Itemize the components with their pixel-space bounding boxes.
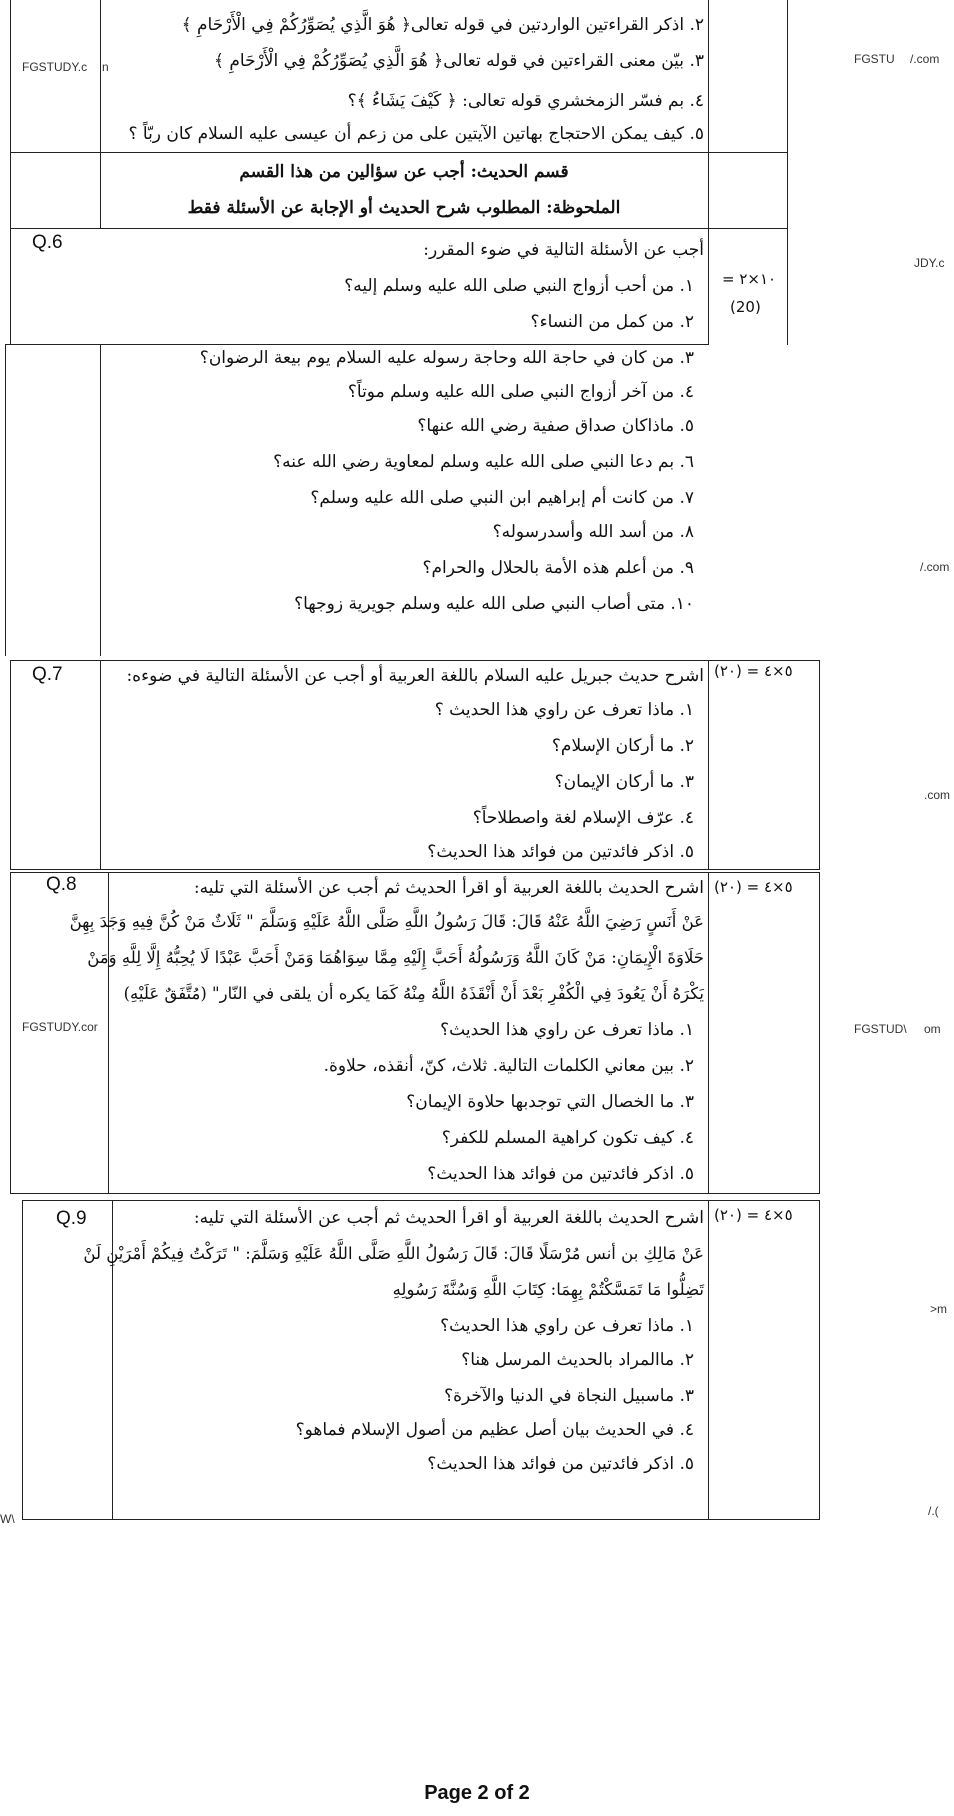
q7-intro: اشرح حديث جبريل عليه السلام باللغة العربية أو أجب عن الأسئلة التالية في ضوءه: xyxy=(126,666,704,686)
q6-item-5: ٥. ماذاكان صداق صفية رضي الله عنها؟ xyxy=(417,416,694,436)
q6-item-2: ٢. من كمل من النساء؟ xyxy=(530,312,694,332)
top-question-3: ٣. بيّن معنى القراءتين في قوله تعالى﴿ هُوَ الَّذِي يُصَوِّرُكُمْ فِي الْأَرْحَامِ ﴾ xyxy=(214,51,704,71)
top-question-4: ٤. بم فسّر الزمخشري قوله تعالى: ﴿ كَيْفَ يَشَاءُ ﴾؟ xyxy=(347,91,704,111)
q6-item-6: ٦. بم دعا النبي صلى الله عليه وسلم لمعاوية رضي الله عنه؟ xyxy=(273,452,694,472)
q6-marks-total: (20) xyxy=(730,298,761,316)
watermark: JDY.c xyxy=(914,256,945,270)
q6-item-9: ٩. من أعلم هذه الأمة بالحلال والحرام؟ xyxy=(422,558,694,578)
q6-marks: = ١٠×٢ xyxy=(722,270,777,288)
top-marks-border xyxy=(708,0,709,345)
q6-item-3: ٣. من كان في حاجة الله وحاجة رسوله عليه السلام يوم بيعة الرضوان؟ xyxy=(199,348,694,368)
top-right-border xyxy=(787,0,788,345)
watermark: FGSTUD\ xyxy=(854,1022,907,1036)
q7-box xyxy=(10,660,820,870)
q8-item-4: ٤. كيف تكون كراهية المسلم للكفر؟ xyxy=(441,1128,694,1148)
q9-hadith-line-1: عَنْ مَالِكِ بن أنس مُرْسَلًا قَالَ: قَالَ رَسُولُ اللَّهِ صَلَّى اللَّهُ عَلَيْهِ وَسَلَّمَ: " تَرَكْتُ فِيكُمْ أَمْرَيْنِ لَنْ xyxy=(83,1244,704,1263)
watermark: .com xyxy=(924,788,951,802)
watermark: n xyxy=(102,60,109,74)
q7-label: Q.7 xyxy=(32,664,63,685)
rule-q6-top xyxy=(10,228,787,229)
q9-intro: اشرح الحديث باللغة العربية أو اقرأ الحديث ثم أجب عن الأسئلة التي تليه: xyxy=(193,1208,704,1228)
q6-left-border xyxy=(10,228,11,344)
q9-item-2: ٢. ماالمراد بالحديث المرسل هنا؟ xyxy=(461,1350,694,1370)
q8-label: Q.8 xyxy=(46,874,77,895)
q9-item-3: ٣. ماسبيل النجاة في الدنيا والآخرة؟ xyxy=(444,1386,694,1406)
q6-item-10: ١٠. متى أصاب النبي صلى الله عليه وسلم جويرية زوجها؟ xyxy=(294,594,694,614)
q8-item-1: ١. ماذا تعرف عن راوي هذا الحديث؟ xyxy=(440,1020,694,1040)
q6-mid-border-lower xyxy=(100,344,101,656)
watermark: /.com xyxy=(920,560,950,574)
q8-item-3: ٣. ما الخصال التي توجدبها حلاوة الإيمان؟ xyxy=(406,1092,694,1112)
q7-item-2: ٢. ما أركان الإسلام؟ xyxy=(551,736,694,756)
q7-item-1: ١. ماذا تعرف عن راوي هذا الحديث ؟ xyxy=(434,700,694,720)
watermark: >m xyxy=(930,1302,948,1316)
rule-hadith-top xyxy=(10,152,787,153)
q6-item-8: ٨. من أسد الله وأسدرسوله؟ xyxy=(492,522,694,542)
watermark: FGSTUDY.c xyxy=(22,60,88,74)
page-number: Page 2 of 2 xyxy=(424,1782,530,1804)
hadith-section-note: الملحوظة: المطلوب شرح الحديث أو الإجابة عن الأسئلة فقط xyxy=(187,198,621,218)
q6-label: Q.6 xyxy=(32,232,63,253)
q6-item-1: ١. من أحب أزواج النبي صلى الله عليه وسلم إليه؟ xyxy=(344,276,694,296)
watermark: W\ xyxy=(0,1512,15,1526)
q8-marks-border xyxy=(708,872,709,1194)
top-mid-border xyxy=(100,0,101,228)
q6-left-border-lower xyxy=(5,344,6,656)
q8-intro: اشرح الحديث باللغة العربية أو اقرأ الحديث ثم أجب عن الأسئلة التي تليه: xyxy=(193,878,704,898)
q8-marks: (٢٠) = ٥×٤ xyxy=(714,878,793,896)
q6-intro: أجب عن الأسئلة التالية في ضوء المقرر: xyxy=(423,240,704,260)
q7-item-4: ٤. عرّف الإسلام لغة واصطلاحاً؟ xyxy=(472,808,694,828)
hadith-section-title: قسم الحديث: أجب عن سؤالين من هذا القسم xyxy=(239,162,569,182)
top-question-2: ٢. اذكر القراءتين الواردتين في قوله تعالى﴿ هُوَ الَّذِي يُصَوِّرُكُمْ فِي الْأَرْحَامِ ﴾ xyxy=(181,15,704,35)
q6-item-7: ٧. من كانت أم إبراهيم ابن النبي صلى الله عليه وسلم؟ xyxy=(310,488,694,508)
q8-hadith-line-1: عَنْ أَنَسٍ رَضِيَ اللَّهُ عَنْهُ قَالَ: قَالَ رَسُولُ اللَّهِ صَلَّى اللَّهُ عَلَيْهِ وَسَلَّمَ " ثَلَاثٌ مَنْ كُنَّ فِيهِ وَجَدَ بِهِنَّ xyxy=(69,912,704,931)
q8-item-5: ٥. اذكر فائدتين من فوائد هذا الحديث؟ xyxy=(427,1164,694,1184)
watermark: /.com xyxy=(910,52,940,66)
q7-item-3: ٣. ما أركان الإيمان؟ xyxy=(554,772,694,792)
q7-item-5: ٥. اذكر فائدتين من فوائد هذا الحديث؟ xyxy=(427,842,694,862)
q8-hadith-line-3: يَكْرَهُ أَنْ يَعُودَ فِي الْكُفْرِ بَعْدَ أَنْ أَنْقَذَهُ اللَّهُ مِنْهُ كَمَا يكره أن يلقى في النّار" (مُتَّفَقٌ عَلَيْهِ) xyxy=(123,984,704,1003)
q7-mid-border xyxy=(100,660,101,870)
top-question-5: ٥. كيف يمكن الاحتجاج بهاتين الآيتين على من زعم أن عيسى عليه السلام كان ربّاً ؟ xyxy=(128,124,704,144)
q6-step xyxy=(5,344,708,345)
watermark: om xyxy=(924,1022,941,1036)
q8-item-2: ٢. بين معاني الكلمات التالية. ثلاث، كنّ، أنقذه، حلاوة. xyxy=(323,1056,694,1076)
watermark: /.( xyxy=(928,1504,939,1518)
watermark: FGSTUDY.cor xyxy=(22,1020,98,1034)
watermark: FGSTU xyxy=(854,52,895,66)
q9-item-1: ١. ماذا تعرف عن راوي هذا الحديث؟ xyxy=(440,1316,694,1336)
q9-marks: (٢٠) = ٥×٤ xyxy=(714,1206,793,1224)
q7-marks-border xyxy=(708,660,709,870)
q9-marks-border xyxy=(708,1200,709,1520)
q8-hadith-line-2: حَلَاوَةَ الْإِيمَانِ: مَنْ كَانَ اللَّهُ وَرَسُولُهُ أَحَبَّ إِلَيْهِ مِمَّا سِوَاهُمَا وَمَنْ أَحَبَّ عَبْدًا لَا يُحِبُّهُ إِلَّا لِلَّهِ وَمَنْ xyxy=(87,948,704,967)
q9-item-5: ٥. اذكر فائدتين من فوائد هذا الحديث؟ xyxy=(427,1454,694,1474)
q9-item-4: ٤. في الحديث بيان أصل عظيم من أصول الإسلام فماهو؟ xyxy=(295,1420,694,1440)
q9-label: Q.9 xyxy=(56,1208,87,1229)
top-left-border xyxy=(10,0,11,228)
q7-marks: (٢٠) = ٥×٤ xyxy=(714,662,793,680)
q9-hadith-line-2: تَضِلُّوا مَا تَمَسَّكْتُمْ بِهِمَا: كِتَابَ اللَّهِ وَسُنَّةَ رَسُولِهِ xyxy=(392,1280,704,1299)
q6-item-4: ٤. من آخر أزواج النبي صلى الله عليه وسلم موتاً؟ xyxy=(347,382,694,402)
